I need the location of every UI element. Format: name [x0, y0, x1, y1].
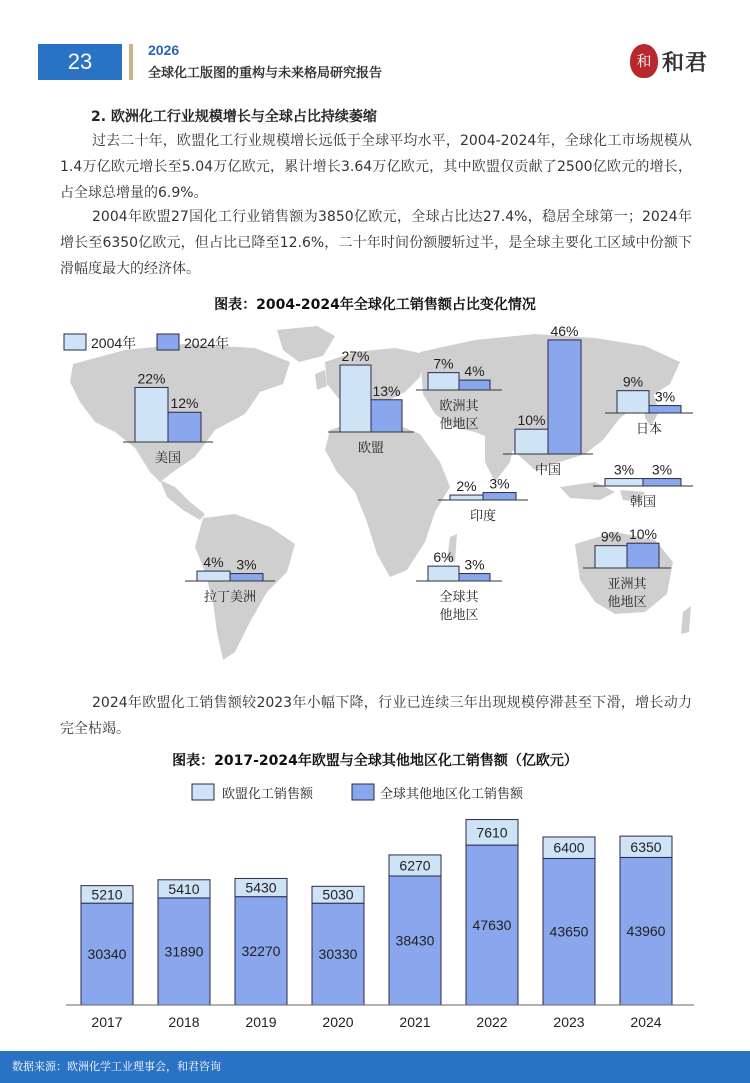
bar-2004	[135, 387, 168, 442]
bar-2004	[617, 391, 649, 413]
bar-stack-2021	[389, 855, 441, 1005]
value-label-2024: 46%	[550, 322, 579, 339]
legend-label-rest: 全球其他地区化工销售额	[380, 787, 524, 802]
value-label-2004: 9%	[622, 373, 644, 390]
paragraph-3: 2024年欧盟化工销售额较2023年小幅下降，行业已连续三年出现规模停滞甚至下滑，增长动力完全枯竭。	[60, 695, 692, 737]
region-label: 日本	[635, 422, 663, 437]
value-label-2004: 27%	[341, 348, 370, 365]
bar-2024	[371, 400, 402, 432]
bar-chart-bars	[81, 820, 672, 1005]
x-tick-label: 2020	[322, 1014, 354, 1030]
bar-2024	[548, 340, 581, 454]
bar-2024	[643, 479, 681, 486]
x-axis-tick-labels	[91, 1014, 661, 1030]
value-label-eu: 5430	[245, 879, 277, 896]
bar-2024	[483, 493, 516, 500]
region-label: 拉丁美洲	[203, 590, 257, 605]
x-tick-label: 2024	[630, 1014, 662, 1030]
x-tick-label: 2022	[476, 1014, 508, 1030]
section-title: 2. 欧洲化工行业规模增长与全球占比持续萎缩	[91, 109, 377, 125]
bar-stack-2020	[312, 886, 364, 1005]
value-label-2004: 2%	[456, 478, 477, 495]
value-label-2024: 4%	[464, 363, 485, 380]
region-label: 欧盟	[357, 441, 385, 456]
value-label-2024: 3%	[489, 475, 510, 492]
legend-swatch-2004	[64, 334, 86, 350]
logo-seal-icon: 和	[630, 44, 658, 78]
legend-swatch-2024	[157, 334, 179, 350]
map-group-9	[416, 549, 502, 623]
region-label: 亚洲其	[607, 577, 647, 592]
eu-sales-stacked-bar-chart	[60, 776, 700, 1036]
region-label: 中国	[534, 463, 562, 478]
bar-2004	[428, 566, 459, 581]
legend-label-eu: 欧盟化工销售额	[222, 787, 314, 802]
value-label-2004: 6%	[433, 549, 454, 566]
chart2-title: 图表：2017-2024年欧盟与全球其他地区化工销售额（亿欧元）	[172, 753, 578, 769]
bar-2004	[515, 429, 548, 454]
report-year: 2026	[148, 42, 180, 58]
value-label-eu: 5210	[91, 886, 123, 903]
value-label-rest: 32270	[241, 942, 281, 959]
bar-2024	[649, 406, 681, 413]
paragraph-1: 过去二十年，欧盟化工行业规模增长远低于全球平均水平，2004-2024年，全球化工市场规模从1.4万亿欧元增长至5.04万亿欧元，累计增长3.64万亿欧元，其中欧盟仅贡献了2500亿欧元的增长，占全球总增量的6.9%。	[60, 133, 692, 201]
x-tick-label: 2018	[168, 1014, 200, 1030]
bar-2024	[459, 380, 490, 390]
value-label-eu: 6350	[630, 838, 662, 855]
region-label: 他地区	[439, 417, 479, 432]
value-label-2004: 22%	[137, 370, 166, 387]
bar-stack-2017	[81, 886, 133, 1005]
region-label: 全球其	[439, 590, 479, 605]
value-label-rest: 43650	[549, 923, 589, 940]
value-label-2024: 3%	[654, 388, 676, 405]
value-label-2024: 3%	[236, 556, 257, 573]
value-label-2004: 9%	[600, 528, 622, 545]
bar-2024	[459, 574, 490, 581]
region-label: 印度	[469, 509, 497, 524]
chart1-title: 图表：2004-2024年全球化工销售额占比变化情况	[214, 297, 536, 313]
x-tick-label: 2019	[245, 1014, 277, 1030]
legend-swatch-rest	[352, 784, 374, 800]
value-label-2004: 7%	[433, 355, 454, 372]
x-tick-label: 2021	[399, 1014, 431, 1030]
bar-2004	[450, 495, 483, 500]
value-label-rest: 38430	[395, 932, 435, 949]
value-label-eu: 6270	[399, 857, 431, 874]
bar-stack-2018	[158, 880, 210, 1005]
value-label-eu: 6400	[553, 839, 585, 856]
value-label-2024: 12%	[170, 395, 199, 412]
value-label-eu: 5030	[322, 886, 354, 903]
map-group-6	[593, 462, 693, 510]
value-label-2004: 3%	[613, 461, 635, 478]
bar-2004	[595, 546, 627, 568]
bar-2024	[230, 574, 263, 581]
value-label-rest: 43960	[626, 923, 666, 940]
value-label-eu: 5410	[168, 880, 200, 897]
page-number: 23	[38, 44, 122, 80]
value-label-2024: 10%	[628, 526, 658, 543]
bar-2024	[168, 412, 201, 442]
world-share-chart	[55, 322, 695, 667]
x-tick-label: 2017	[91, 1014, 123, 1030]
region-label: 美国	[154, 451, 182, 466]
value-label-rest: 30340	[87, 946, 127, 963]
paragraph-2: 2004年欧盟27国化工行业销售额为3850亿欧元，全球占比达27.4%，稳居全球第一；2024年增长至6350亿欧元，但占比已降至12.6%，二十年时间份额腰斩过半，是全球主要化工区域中份额下滑幅度最大的经济体。	[60, 209, 692, 277]
bar-2004	[340, 365, 371, 432]
legend-swatch-eu	[192, 784, 214, 800]
region-label: 欧洲其	[439, 399, 479, 414]
bar-chart-legend	[192, 784, 524, 802]
value-label-rest: 30330	[318, 946, 358, 963]
map-group-7	[438, 476, 528, 524]
legend-label-2024: 2024年	[184, 335, 230, 351]
header-divider	[129, 44, 133, 80]
value-label-2024: 3%	[651, 461, 673, 478]
region-label: 他地区	[607, 595, 647, 610]
bar-stack-2024	[620, 836, 672, 1005]
bar-2004	[197, 571, 230, 581]
bar-2004	[605, 479, 643, 486]
value-label-2024: 13%	[372, 382, 401, 399]
region-label: 他地区	[439, 608, 479, 623]
value-label-rest: 31890	[164, 943, 204, 960]
bar-stack-2019	[235, 878, 287, 1005]
value-label-2004: 10%	[517, 412, 546, 429]
report-title: 全球化工版图的重构与未来格局研究报告	[148, 66, 383, 81]
x-tick-label: 2023	[553, 1014, 585, 1030]
value-label-rest: 47630	[472, 917, 512, 934]
value-label-eu: 7610	[476, 824, 508, 841]
value-label-2004: 4%	[203, 554, 224, 571]
legend-label-2004: 2004年	[91, 335, 137, 351]
bar-stack-2023	[543, 837, 595, 1005]
bar-2004	[428, 373, 459, 390]
source-footer: 数据来源：欧洲化学工业理事会，和君咨询	[0, 1051, 750, 1083]
bar-2024	[627, 543, 659, 568]
value-label-2024: 3%	[464, 556, 485, 573]
logo-text: 和君	[662, 51, 709, 76]
bar-stack-2022	[466, 820, 518, 1005]
region-label: 韩国	[629, 495, 657, 510]
